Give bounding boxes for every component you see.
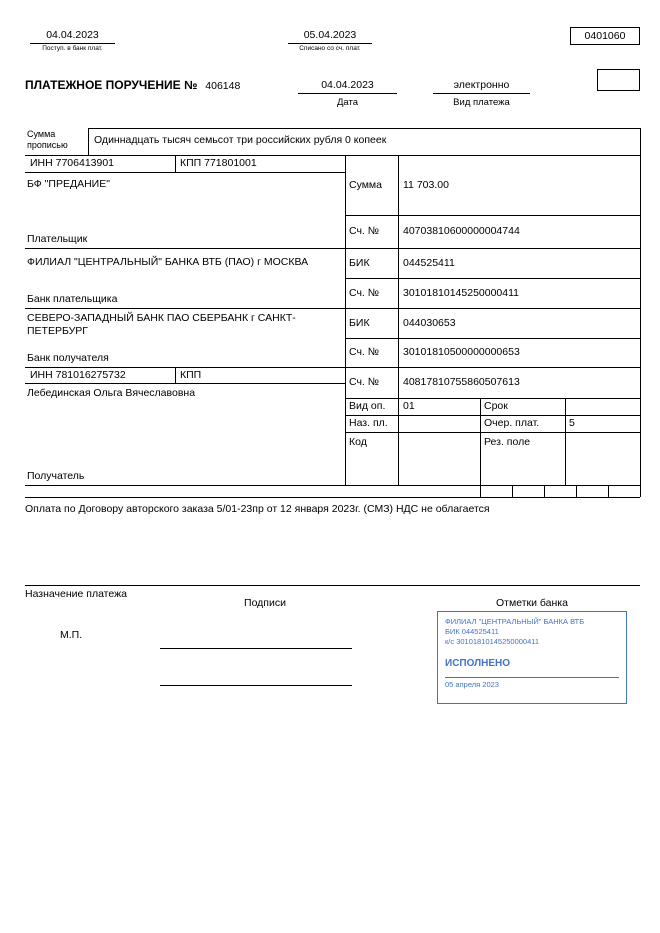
signature-line: [160, 685, 352, 686]
stamp-bik: БИК 044525411: [445, 627, 499, 636]
bank-marks-label: Отметки банка: [496, 597, 568, 609]
payer-bank-bik: 044525411: [403, 256, 455, 269]
payee-kpp: КПП: [180, 369, 202, 381]
divider: [298, 93, 397, 94]
bank-stamp: [437, 611, 627, 704]
payee-inn: ИНН 781016275732: [30, 369, 126, 381]
payment-kind-label: Вид платежа: [453, 97, 510, 108]
payer-section-label: Плательщик: [27, 233, 88, 245]
divider: [25, 485, 640, 486]
divider: [480, 398, 481, 485]
divider: [398, 155, 399, 485]
divider: [25, 585, 640, 586]
purpose-code-value: [403, 415, 477, 432]
order-number: 406148: [205, 80, 241, 92]
op-type-label: Вид оп.: [349, 400, 386, 412]
signatures-label: Подписи: [244, 597, 286, 609]
form-code: 0401060: [584, 29, 626, 42]
payee-account-label: Сч. №: [349, 376, 380, 388]
order-date-label: Дата: [336, 97, 359, 108]
divider: [576, 485, 577, 497]
payer-account-label: Сч. №: [349, 225, 380, 237]
purpose-label: Назначение платежа: [25, 588, 127, 600]
divider: [345, 155, 346, 485]
date-debited-label: Списано со сч. плат.: [299, 45, 361, 52]
code-label: Код: [349, 436, 367, 448]
divider: [25, 172, 345, 173]
payee-bank-name: СЕВЕРО-ЗАПАДНЫЙ БАНК ПАО СБЕРБАНК г САНКТ-ПЕТЕРБУРГ: [27, 312, 296, 337]
payee-name: Лебединская Ольга Вячеславовна: [27, 387, 196, 399]
reserve-label: Рез. поле: [484, 436, 531, 448]
amount-value: 11 703.00: [403, 178, 449, 191]
divider: [565, 398, 566, 485]
divider: [433, 93, 530, 94]
divider: [88, 128, 89, 155]
form-code-box: [570, 27, 640, 45]
payer-kpp: КПП 771801001: [180, 157, 257, 169]
purpose-code-label: Наз. пл.: [349, 417, 388, 429]
payee-account: 40817810755860507613: [403, 376, 520, 388]
payer-bank-section-label: Банк плательщика: [27, 293, 118, 305]
payer-inn: ИНН 7706413901: [30, 157, 115, 169]
divider: [175, 367, 176, 383]
divider: [608, 485, 609, 497]
payee-section-label: Получатель: [27, 470, 85, 482]
payer-bank-bik-label: БИК: [349, 256, 370, 269]
purpose-text: Оплата по Договору авторского заказа 5/01-23пр от 12 января 2023г. (СМЗ) НДС не облагается: [25, 503, 490, 515]
divider: [30, 43, 115, 44]
divider: [345, 432, 640, 433]
term-value: [569, 398, 637, 415]
divider: [640, 128, 641, 497]
term-label: Срок: [484, 400, 508, 412]
amount-in-words: Одиннадцать тысяч семьсот три российских рубля 0 копеек: [94, 134, 387, 146]
payee-bank-section-label: Банк получателя: [27, 352, 109, 364]
payer-bank-account-label: Сч. №: [349, 286, 380, 299]
divider: [544, 485, 545, 497]
date-received-label: Поступ. в банк плат.: [42, 45, 103, 52]
divider: [25, 383, 345, 384]
amount-label: Сумма: [349, 178, 382, 191]
stamp-corr-account: к/с 30101810145250000411: [445, 637, 540, 646]
payee-bank-bik: 044030653: [403, 316, 456, 329]
document-title: [25, 79, 240, 93]
payee-bank-bik-label: БИК: [349, 316, 370, 329]
payer-bank-name: ФИЛИАЛ "ЦЕНТРАЛЬНЫЙ" БАНКА ВТБ (ПАО) г МОСКВА: [27, 256, 309, 268]
date-debited: 05.04.2023: [303, 29, 357, 41]
payer-account: 40703810600000004744: [403, 225, 520, 237]
payment-kind: электронно: [453, 79, 510, 91]
divider: [25, 497, 640, 498]
divider: [288, 43, 372, 44]
divider: [512, 485, 513, 497]
payee-bank-account: 30101810500000000653: [403, 346, 520, 358]
payee-bank-account-label: Сч. №: [349, 346, 380, 358]
stamp-status: ИСПОЛНЕНО: [445, 658, 511, 669]
op-type-value: 01: [403, 400, 415, 412]
stamp-date: 05 апреля 2023: [445, 677, 619, 690]
stamp-place-label: М.П.: [60, 629, 83, 641]
order-date: 04.04.2023: [321, 79, 374, 91]
priority-value: 5: [569, 417, 575, 429]
payer-name: БФ "ПРЕДАНИЕ": [27, 178, 110, 190]
payer-bank-account: 30101810145250000411: [403, 286, 520, 299]
divider: [175, 155, 176, 172]
amount-words-label: Сумма прописью: [27, 129, 68, 150]
priority-label: Очер. плат.: [484, 417, 540, 429]
title-label: ПЛАТЕЖНОЕ ПОРУЧЕНИЕ №: [25, 78, 198, 92]
divider: [480, 485, 481, 497]
stamp-bank-name: ФИЛИАЛ "ЦЕНТРАЛЬНЫЙ" БАНКА ВТБ: [445, 617, 585, 626]
signature-line: [160, 648, 352, 649]
divider: [88, 128, 640, 129]
date-received: 04.04.2023: [46, 29, 99, 41]
spare-box: [597, 69, 640, 91]
